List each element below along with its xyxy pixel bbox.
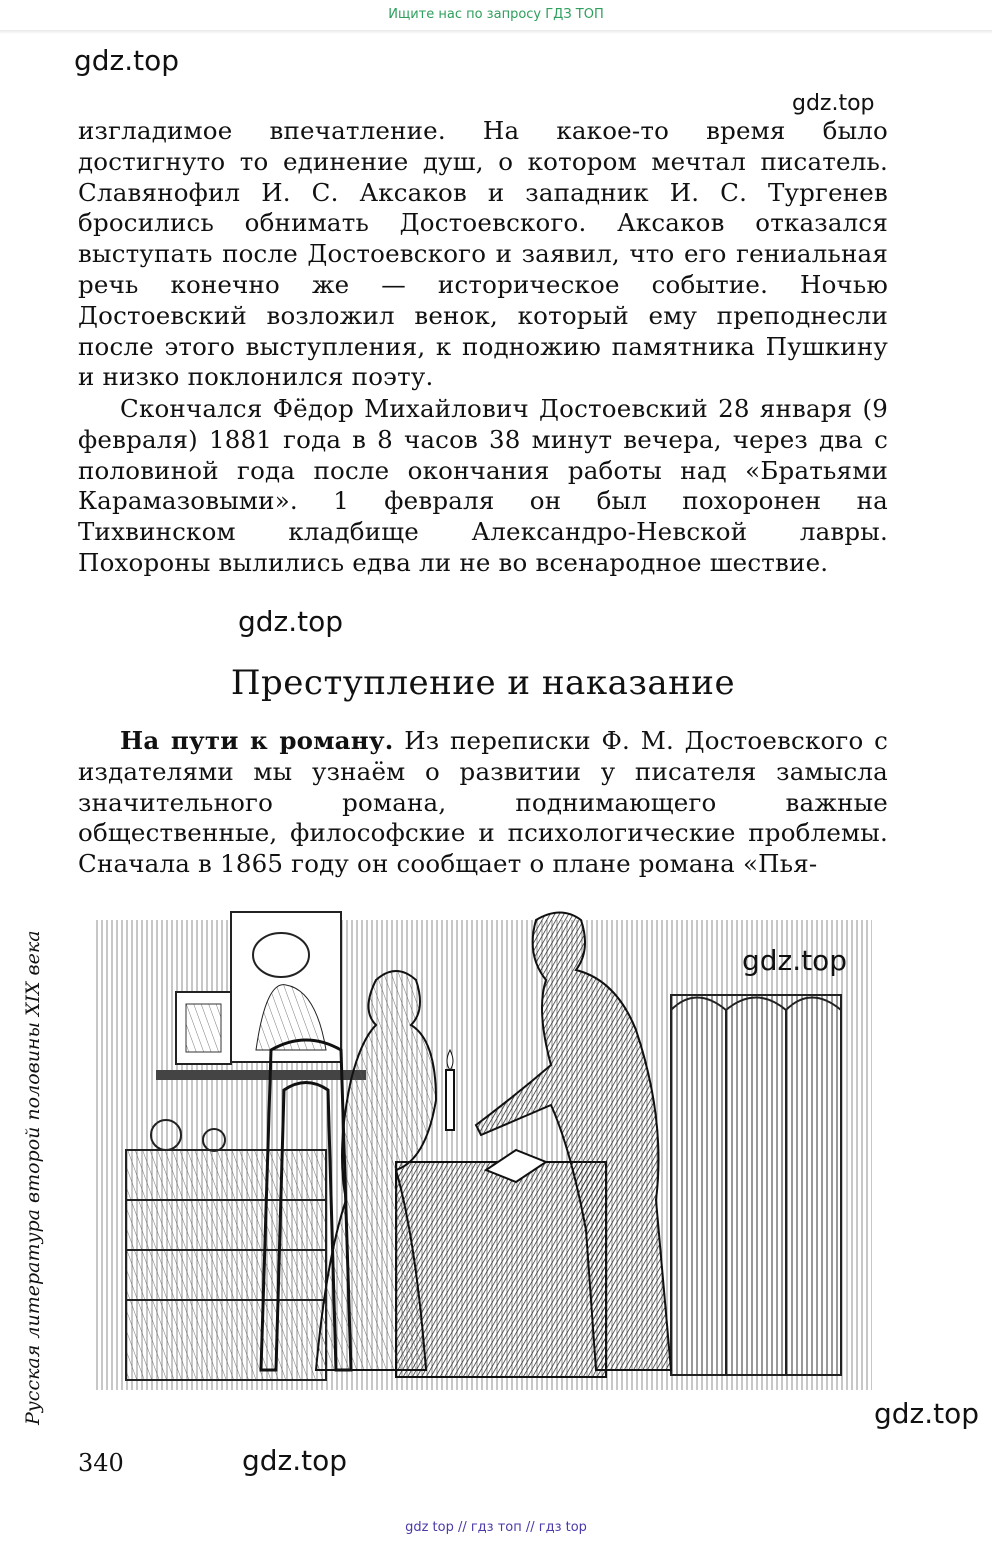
- watermark: gdz.top: [74, 44, 180, 77]
- banner-divider: [0, 30, 992, 34]
- candle: [446, 1070, 454, 1130]
- watermark: gdz.top: [742, 944, 848, 977]
- table: [396, 1162, 606, 1377]
- search-banner[interactable]: Ищите нас по запросу ГДЗ ТОП: [388, 7, 604, 22]
- section-lead: На пути к роману.: [120, 726, 394, 755]
- dresser: [126, 1150, 326, 1380]
- watermark: gdz.top: [238, 605, 344, 638]
- body-paragraph: изгладимое впечатление. На какое-то время было достигнуто то единение душ, о котором мечтал писатель. Славянофил И. С. Аксаков и западник И. С. Тургенев бросились обнимать Достоевского. Аксаков отказался выступать после Достоевского и заявил, что его гениальная речь конечно же — историческое событие. Ночью Достоевский возложил венок, который ему преподнесли после этого выступления, к подножию памятника Пушкину и низко поклонился поэту.: [78, 116, 888, 392]
- footer-links[interactable]: gdz top // гдз топ // гдз top: [405, 1520, 587, 1535]
- watermark: gdz.top: [242, 1444, 348, 1477]
- section-paragraph: [78, 726, 888, 880]
- section-text: Из переписки Ф. М. Достоевского с издателями мы узнаём о развитии у писателя замысла значительного романа, поднимающего важные общественные, философские и психологические проблемы. Сначала в 1865 году он сообщает о плане романа «Пья-: [78, 726, 888, 879]
- body-paragraph: Скончался Фёдор Михайлович Достоевский 28 января (9 февраля) 1881 года в 8 часов 38 минут вечера, через два с половиной года после окончания работы над «Братьями Карамазовыми». 1 февраля он был похоронен на Тихвинском кладбище Александро-Невской лавры. Похороны вылились едва ли не во всенародное шествие.: [78, 394, 888, 577]
- watermark: gdz.top: [874, 1397, 980, 1430]
- page-number: 340: [78, 1449, 124, 1477]
- section-title: Преступление и наказание: [230, 663, 736, 703]
- watermark: gdz.top: [792, 91, 875, 116]
- folding-screen: [671, 995, 841, 1375]
- running-header: Русская литература второй половины XIX века: [22, 930, 44, 1425]
